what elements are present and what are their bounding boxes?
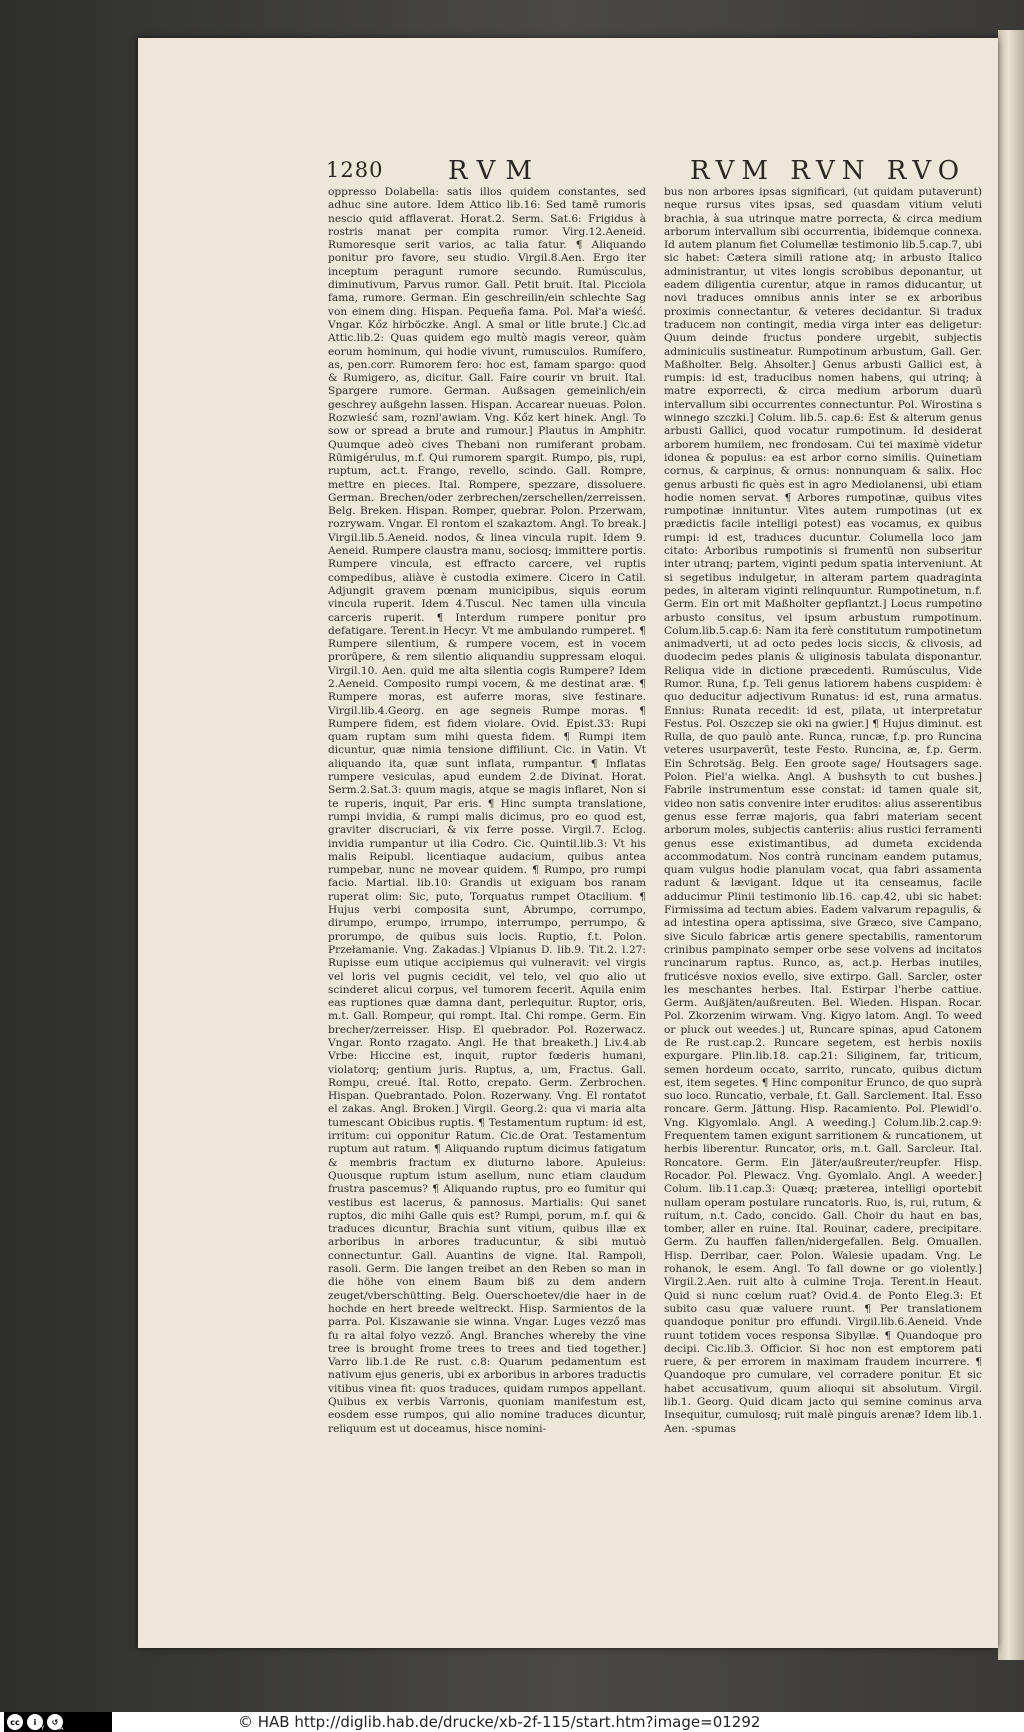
book-page xyxy=(138,38,998,1648)
license-badge-label: BY SA xyxy=(34,1725,67,1732)
share-alike-icon: ↺ xyxy=(47,1714,63,1730)
footer-bar xyxy=(0,1712,1024,1732)
page-number: 1280 xyxy=(326,158,384,182)
text-column-left xyxy=(328,186,646,1606)
column-text-left: oppresso Dolabella: satis illos quidem constantes, sed adhuc sine autore. Idem Attico lib.16: Sed tamē rumoris nescio quid afflaverat. Horat.2. Serm. Sat.6: Frigidus à rostris manat per compita rumor. Virg.12.Aeneid. Rumoresque serit varios, ac talia fatur. ¶ Aliquando ponitur pro favore, seu studio. Virgil.8.Aen. Ergo iter inceptum peragunt rumore secundo. Rumúsculus, diminutivum, Parvus rumor. Gall. Petit bruit. Ital. Picciola fama, rumore. German. Ein geschreilin/ein schlechte Sag von einem ding. Hispan. Pequeña fama. Pol. Mał'a wieść. Vngar. Kőz hirböczke. Angl. A smal or litle brute.] Cic.ad Attic.lib.2: Quas quidem ego multò magis vereor, quàm eorum hominum, qui hodie vivunt, rumusculos. Rumífero, as, pen.corr. Rumorem fero: hoc est, famam spargo: quod & Rumigero, as, dicitur. Gall. Faire courir vn bruit. Ital. Spargere rumore. German. Außsagen gemeinlich/ein geschrey außgehn lassen. Hispan. Accarear nueuas. Polon. Rozwieść sam, roznl'awiam. Vng. Kőz kert hinek. Angl. To sow or spread a brute and rumour.] Plautus in Amphitr. Quumque adeò cives Thebani non rumiferant probam. Rūmigérulus, m.f. Qui rumorem spargit. Rumpo, pis, rupi, ruptum, act.t. Frango, revello, scindo. Gall. Rompre, mettre en pieces. Ital. Rompere, spezzare, dissoluere. German. Brechen/oder zerbrechen/zerschellen/zerreissen. Belg. Breken. Hispan. Romper, quebrar. Polon. Przerwam, rozrywam. Vngar. El rontom el szakaztom. Angl. To break.] Virgil.lib.5.Aeneid. nodos, & linea vincula rupit. Idem 9. Aeneid. Rumpere claustra manu, sociosq; immittere portis. Rumpere vincula, est effracto carcere, vel ruptis compedibus, aliàve è custodia eximere. Cicero in Catil. Adjungit gravem pœnam municipibus, siquis eorum vincula ruperit. Idem 4.Tuscul. Nec tamen ulla vincula carceris ruperit. ¶ Interdum rumpere ponitur pro defatigare. Terent.in Hecyr. Vt me ambulando rumperet. ¶ Rumpere silentium, & rumpere vocem, est in vocem prorūpere, & rem silentio aliquandiu suppressam eloqui. Virgil.10. Aen. quid me alta silentia cogis Rumpere? Idem 2.Aeneid. Composito rumpi vocem, & me destinat aræ. ¶ Rumpere moras, est auferre moras, sive festinare. Virgil.lib.4.Georg. en age segneis Rumpe moras. ¶ Rumpere fidem, est fidem violare. Ovid. Epist.33: Rupi quam ruptam sum mihi questa fidem. ¶ Rumpi item dicuntur, quæ nimia tensione diffiliunt. Cic. in Vatin. Vt aliquando ita, quæ sunt inflata, rumpantur. ¶ Inflatas rumpere vesiculas, apud eundem 2.de Divinat. Horat. Serm.2.Sat.3: quum magis, atque se magis inflaret, Non si te ruperis, inquit, Par eris. ¶ Hinc sumpta translatione, rumpi invidia, & rumpi malis dicimus, pro eo quod est, graviter discruciari, & vix ferre posse. Virgil.7. Eclog. invidia rumpantur ut ilia Codro. Cic. Quintil.lib.3: Vt his malis Reipubl. licentiaque audacium, quibus antea rumpebar, nunc ne movear quidem. ¶ Rumpo, pro rumpi facio. Martial. lib.10: Grandis ut exiguam bos ranam ruperat olim: Sic, puto, Torquatus rumpet Otacilium. ¶ Hujus verbi composita sunt, Abrumpo, corrumpo, dirumpo, erumpo, irrumpo, interrumpo, perrumpo, & prorumpo, de quibus suis locis. Ruptio, f.t. Polon. Przełamanie. Vng. Zakadas.] Vlpianus D. lib.9. Tit.2. l.27: Rupisse eum utique accipiemus qui vulneravit: vel virgis vel loris vel pugnis cecidit, vel telo, vel quo alio ut scinderet alicui corpus, vel tumorem fecerit. Aquila enim eas ruptiones quæ damna dant, perlequitur. Ruptor, oris, m.t. Gall. Rompeur, qui rompt. Ital. Chi rompe. Germ. Ein brecher/zerreisser. Hisp. El quebrador. Pol. Rozerwacz. Vngar. Ronto rzagato. Angl. He that breaketh.] Liv.4.ab Vrbe: Hiccine est, inquit, ruptor fœderis humani, violatorq; gentium juris. Ruptus, a, um, Fractus. Gall. Rompu, creué. Ital. Rotto, crepato. Germ. Zerbrochen. Hispan. Quebrantado. Polon. Rozerwany. Vng. El rontatot el zakas. Angl. Broken.] Virgil. Georg.2: qua vi maria alta tumescant Obicibus ruptis. ¶ Testamentum ruptum: id est, irritum: cui opponitur Ratum. Cic.de Orat. Testamentum ruptum aut ratum. ¶ Aliquando ruptum dicimus fatigatum & membris fractum ex diuturno labore. Apuleius: Quousque ruptum istum asellum, nunc etiam claudum frustra pascemus? ¶ Aliquando ruptus, pro eo fumitur qui vestibus est lacerus, & pannosus. Martialis: Qui sanet ruptos, dic mihi Galle quis est? Rumpi, porum, m.f. qui & traduces dicuntur, Brachia sunt vitium, quibus illæ ex arboribus in arbores traducuntur, & sibi mutuò connectuntur. Gall. Auantins de vigne. Ital. Rampoli, rasoli. Germ. Die langen treibet an den Reben so man in die höhe von einem Baum biß zu dem andern zeuget/vberschütting. Belg. Ouerschoetev/die haer in de hochde en hert breede weltreckt. Hisp. Sarmientos de la parra. Pol. Kiszawanie sie winna. Vngar. Luges vezző mas fu ra altal folyo vezző. Angl. Branches whereby the vine tree is brought frome trees to trees and tied together.] Varro lib.1.de Re rust. c.8: Quarum pedamentum est nativum ejus generis, ubi ex arboribus in arbores traductis vitibus vinea fit: quos traduces, quidam rumpos appellant. Quibus ex verbis Varronis, quoniam manifestum est, eosdem esse rumpos, qui alio nomine traduces dicuntur, reliquum est ut doceamus, hisce nomini- xyxy=(328,186,646,1435)
running-head-left: RVM xyxy=(448,156,543,186)
cc-license-badge[interactable] xyxy=(4,1712,112,1732)
column-text-right: bus non arbores ipsas significari, (ut quidam putaverunt) neque rursus vites ipsas, sed quasdam vitium veluti brachia, à sua utrinque matre porrecta, & circa medium arborum intervallum sibi occurrentia, ibidemque connexa. Id autem planum fiet Columellæ testimonio lib.5.cap.7, ubi sic habet: Cætera simili ratione atq; in arbusto Italico administrantur, ut vites longis scrobibus deponantur, ut eadem diligentia curentur, atque in ramos diducantur, ut novi traduces omnibus annis inter se ex arboribus proximis connectantur, & veteres decidantur. Si tradux traducem non contingit, media virga inter eas deligetur: Quum deinde fructus pondere urgebit, subjectis adminiculis sustineatur. Rumpotinum arbustum, Gall. Ger. Maßholter. Belg. Ahsolter.] Genus arbusti Gallici est, à rumpis: id est, traducibus nomen habens, qui utrinq; à matre exporrecti, & circa medium arborum duarū intervallum sibi occurrentes connectuntur. Pol. Wirostina s winnego szczki.] Colum. lib.5. cap.6: Est & alterum genus arbusti Gallici, quod vocatur rumpotinum. Id desiderat arborem humilem, nec frondosam. Cui tei maximè videtur idonea & populus: ea est arbor corno similis. Quinetiam cornus, & carpinus, & ornus: nonnunquam & salix. Hoc genus arbusti fic quès est in agro Mediolanensi, ubi etiam hodie nomen servat. ¶ Arbores rumpotinæ, quibus vites rumpotinæ innituntur. Vites autem rumpotinas (ut ex prædictis facile intelligi potest) eas vocamus, ex quibus rumpi: id est, traduces ducuntur. Columella loco jam citato: Arboribus rumpotinis si frumentū non subseritur inter utranq; partem, viginti pedum spatia interveniunt. At si segetibus indulgetur, in alteram partem quadraginta pedes, in alteram viginti relinquuntur. Rumpotinetum, n.f. Germ. Ein ort mit Maßholter gepflantzt.] Locus rumpotino arbusto consitus, vel ipsum arbustum rumpotinum. Colum.lib.5.cap.6: Nam ita ferè constitutum rumpotinetum animadverti, ut ad octo pedes locis siccis, & clivosis, ad duodecim pedes planis & uliginosis tabulata disponantur. Reliqua vide in dictione præcedenti. Rumúsculus, Vide Rumor. Runa, f.p. Teli genus latiorem habens cuspidem: è quo deducitur adjectivum Runatus: id est, runa armatus. Ennius: Runata recedit: id est, pilata, ut interpretatur Festus. Pol. Oszczep sie oki na gwier.] ¶ Hujus diminut. est Rulla, de quo paulò ante. Runca, runcæ, f.p. pro Runcina veteres usurpaverūt, teste Festo. Runcina, æ, f.p. Germ. Ein Schrotsäg. Belg. Een groote sage/ Houtsagers sage. Polon. Piel'a wielka. Angl. A bushsyth to cut bushes.] Fabrile instrumentum esse constat: id tamen quale sit, video non satis convenire inter eruditos: alius asserentibus genus esse ferræ majoris, qua fabri materiam secent arborum moles, subjectis canteriis: alius rustici ferramenti genus esse existimantibus, ad dumeta excidenda accommodatum. Nos contrà runcinam eandem putamus, quam vulgus hodie planulam vocat, qua fabri assamenta radunt & lævigant. Idque ut ita censeamus, facile adducimur Plinii testimonio lib.16. cap.42, ubi sic habet: Firmissima ad tectum abies. Eadem valvarum repagulis, & ad intestina opera aptissima, sive Græco, sive Campano, sive Siculo fabricæ artis genere spectabilis, ramentorum crinibus pampinato semper orbe sese volvens ad incitatos runcinarum raptus. Runco, as, act.p. Herbas inutiles, fruticésve noxios evello, sive extirpo. Gall. Sarcler, oster les meschantes herbes. Ital. Estirpar l'herbe cattiue. Germ. Außjäten/außreuten. Bel. Wieden. Hispan. Rocar. Pol. Zkorzenim wirwam. Vng. Kigyo latom. Angl. To weed or pluck out weedes.] ut, Runcare spinas, apud Catonem de Re rust.cap.2. Runcare segetem, est herbis noxiis expurgare. Plin.lib.18. cap.21: Siliginem, far, triticum, semen hordeum occato, sarrito, runcato, quibus dictum est, item segetes. ¶ Hinc componitur Erunco, de quo suprà suo loco. Runcatio, verbale, f.t. Gall. Sarclement. Ital. Esso roncare. Germ. Jättung. Hisp. Racamiento. Pol. Plewidl'o. Vng. Kigyomlalo. Angl. A weeding.] Colum.lib.2.cap.9: Frequentem tamen exigunt sarritionem & runcationem, ut herbis liberentur. Runcator, oris, m.t. Gall. Sarcleur. Ital. Roncatore. Germ. Ein Jäter/außreuter/reupfer. Hisp. Rocador. Pol. Plewacz. Vng. Gyomlalo. Angl. A weeder.] Colum. lib.11.cap.3: Quæq; præterea, intelligi oportebit nullam operam postulare runcatoris. Ruo, is, rui, rutum, & ruitum, n.t. Cado, concido. Gall. Choir du haut en bas, tomber, aller en ruine. Ital. Rouinar, cadere, precipitare. Germ. Zu hauffen fallen/nidergefallen. Belg. Omuallen. Hisp. Derribar, caer. Polon. Walesie upadam. Vng. Le rohanok, le esem. Angl. To fall downe or go violently.] Virgil.2.Aen. ruit alto à culmine Troja. Terent.in Heaut. Quid si nunc cœlum ruat? Ovid.4. de Ponto Eleg.3: Et subito casu quæ valuere ruunt. ¶ Per translationem quandoque ponitur pro effundi. Virgil.lib.6.Aeneid. Vnde ruunt totidem voces responsa Sibyllæ. ¶ Quandoque pro decipi. Cic.lib.3. Officior. Si hoc non est emptorem pati ruere, & per errorem in maximam fraudem incurrere. ¶ Quandoque pro cumulare, vel corradere ponitur. Et sic habet accusativum, quum alioqui sit absolutum. Virgil. lib.1. Georg. Quid dicam jacto qui semine cominus arva Insequitur, cumulosq; ruit malè pinguis arenæ? Idem lib.1. Aen. -spumas xyxy=(664,186,982,1435)
running-head-right: RVM RVN RVO xyxy=(690,156,967,186)
source-url-link[interactable]: © HAB http://diglib.hab.de/drucke/xb-2f-115/start.htm?image=01292 xyxy=(238,1713,761,1731)
attribution-icon: i xyxy=(27,1714,43,1730)
cc-icon: cc xyxy=(7,1714,23,1730)
text-column-right xyxy=(664,186,982,1606)
facing-page-edge xyxy=(998,30,1024,1660)
running-head xyxy=(138,158,998,188)
